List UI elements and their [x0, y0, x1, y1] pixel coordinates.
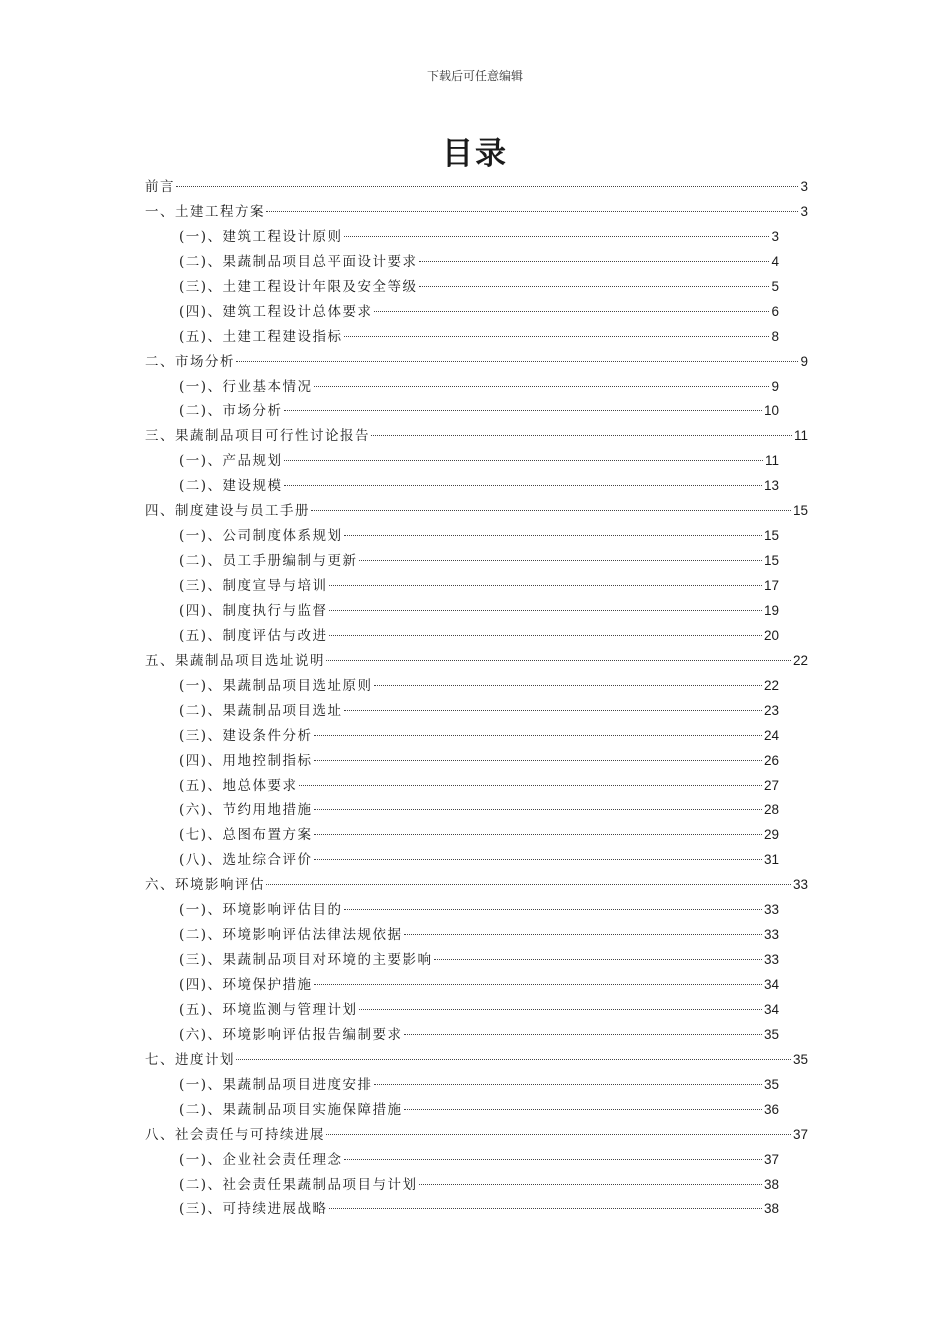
toc-entry-label: 一、土建工程方案	[145, 203, 265, 220]
toc-entry[interactable]	[145, 1173, 779, 1198]
dot-leader	[236, 1059, 791, 1060]
toc-entry-label: (二)、社会责任果蔬制品项目与计划	[179, 1176, 418, 1193]
toc-entry-label: (四)、建筑工程设计总体要求	[179, 303, 373, 320]
toc-entry[interactable]	[145, 1048, 808, 1073]
dot-leader	[284, 460, 763, 461]
dot-leader	[344, 710, 762, 711]
toc-entry[interactable]	[145, 973, 779, 998]
dot-leader	[314, 735, 762, 736]
toc-entry-page: 38	[763, 1176, 779, 1192]
toc-entry[interactable]	[145, 1148, 779, 1173]
toc-entry[interactable]	[145, 200, 808, 225]
toc-title: 目录	[442, 136, 508, 172]
toc-entry[interactable]	[145, 873, 808, 898]
toc-entry-page: 3	[771, 228, 779, 244]
dot-leader	[266, 884, 791, 885]
toc-entry[interactable]	[145, 674, 779, 699]
toc-entry[interactable]	[145, 599, 779, 624]
toc-entry-page: 3	[800, 203, 808, 219]
dot-leader	[329, 1208, 762, 1209]
toc-entry-label: (二)、果蔬制品项目选址	[179, 702, 343, 719]
toc-entry[interactable]	[145, 624, 779, 649]
toc-entry-page: 22	[792, 652, 808, 668]
toc-entry-label: (七)、总图布置方案	[179, 827, 313, 844]
dot-leader	[359, 1009, 762, 1010]
dot-leader	[176, 186, 798, 187]
table-of-contents	[145, 175, 808, 1222]
toc-entry-label: (五)、土建工程建设指标	[179, 328, 343, 345]
toc-entry-page: 15	[763, 528, 779, 544]
toc-entry-label: (一)、产品规划	[179, 453, 283, 470]
dot-leader	[419, 261, 770, 262]
toc-entry-page: 35	[763, 1076, 779, 1092]
dot-leader	[404, 1109, 762, 1110]
toc-entry-label: (六)、节约用地措施	[179, 802, 313, 819]
toc-entry[interactable]	[145, 549, 779, 574]
dot-leader	[326, 660, 791, 661]
dot-leader	[374, 1084, 762, 1085]
toc-entry-page: 5	[771, 278, 779, 294]
toc-entry-page: 38	[763, 1201, 779, 1217]
dot-leader	[284, 485, 762, 486]
dot-leader	[266, 211, 798, 212]
toc-entry-page: 6	[771, 303, 779, 319]
toc-entry[interactable]	[145, 1123, 808, 1148]
dot-leader	[314, 834, 762, 835]
toc-entry-page: 15	[792, 503, 808, 519]
dot-leader	[314, 859, 762, 860]
toc-entry[interactable]	[145, 375, 779, 400]
toc-entry-label: (二)、员工手册编制与更新	[179, 553, 358, 570]
toc-entry[interactable]	[145, 649, 808, 674]
dot-leader	[314, 809, 762, 810]
toc-entry-page: 33	[763, 952, 779, 968]
toc-entry-page: 33	[763, 927, 779, 943]
toc-entry[interactable]	[145, 275, 779, 300]
toc-entry-label: (二)、市场分析	[179, 403, 283, 420]
dot-leader	[371, 435, 792, 436]
toc-entry-label: 八、社会责任与可持续进展	[145, 1126, 325, 1143]
toc-entry-page: 11	[764, 453, 779, 469]
toc-entry-label: (二)、果蔬制品项目实施保障措施	[179, 1101, 403, 1118]
toc-entry-page: 27	[763, 777, 779, 793]
toc-entry-label: (一)、果蔬制品项目选址原则	[179, 677, 373, 694]
toc-entry[interactable]	[145, 823, 779, 848]
toc-entry-label: 二、市场分析	[145, 353, 235, 370]
dot-leader	[434, 959, 762, 960]
toc-entry-page: 22	[763, 677, 779, 693]
toc-entry-label: (三)、建设条件分析	[179, 727, 313, 744]
toc-entry-label: 七、进度计划	[145, 1051, 235, 1068]
toc-entry[interactable]	[145, 474, 779, 499]
toc-entry-label: 前言	[145, 179, 175, 195]
toc-entry-page: 11	[793, 428, 808, 444]
toc-entry[interactable]	[145, 499, 808, 524]
toc-entry-label: 三、果蔬制品项目可行性讨论报告	[145, 428, 370, 445]
dot-leader	[374, 685, 762, 686]
toc-entry-page: 34	[763, 977, 779, 992]
toc-entry-label: 六、环境影响评估	[145, 877, 265, 894]
toc-entry-label: (八)、选址综合评价	[179, 852, 313, 869]
toc-entry[interactable]	[145, 774, 779, 799]
toc-entry-page: 29	[763, 827, 779, 843]
toc-entry[interactable]	[145, 350, 808, 375]
toc-entry[interactable]	[145, 175, 808, 200]
dot-leader	[326, 1134, 791, 1135]
dot-leader	[359, 560, 762, 561]
toc-entry[interactable]	[145, 300, 779, 325]
toc-entry[interactable]	[145, 449, 779, 474]
toc-entry-label: (六)、环境影响评估报告编制要求	[179, 1026, 403, 1043]
toc-entry[interactable]	[145, 798, 779, 823]
toc-entry[interactable]	[145, 724, 779, 749]
toc-entry-page: 36	[763, 1101, 779, 1117]
toc-entry-page: 34	[763, 1001, 779, 1017]
toc-entry-page: 37	[763, 1151, 779, 1167]
toc-entry-label: (二)、建设规模	[179, 478, 283, 495]
toc-entry-page: 15	[763, 553, 779, 569]
toc-entry[interactable]	[145, 1098, 779, 1123]
toc-entry[interactable]	[145, 1197, 779, 1222]
toc-entry-label: (三)、可持续进展战略	[179, 1201, 328, 1218]
toc-entry[interactable]	[145, 848, 779, 873]
dot-leader	[419, 286, 770, 287]
toc-entry-label: (三)、制度宣导与培训	[179, 578, 328, 594]
toc-entry[interactable]	[145, 1023, 779, 1048]
header-note: 下载后可任意编辑	[426, 69, 523, 83]
toc-entry-page: 9	[800, 353, 808, 369]
toc-entry[interactable]	[145, 225, 779, 250]
toc-entry-page: 35	[792, 1051, 808, 1067]
toc-entry-label: (三)、果蔬制品项目对环境的主要影响	[179, 952, 433, 969]
toc-entry-label: 四、制度建设与员工手册	[145, 503, 310, 520]
toc-entry-page: 35	[763, 1026, 779, 1042]
toc-entry-page: 10	[763, 403, 779, 419]
toc-entry-label: (四)、制度执行与监督	[179, 602, 328, 619]
dot-leader	[329, 585, 762, 586]
toc-entry-page: 3	[800, 179, 808, 194]
toc-entry-page: 33	[763, 902, 779, 918]
dot-leader	[329, 635, 762, 636]
toc-entry-label: (四)、环境保护措施	[179, 977, 313, 993]
toc-entry-label: (五)、制度评估与改进	[179, 627, 328, 644]
toc-entry-page: 8	[771, 328, 779, 344]
toc-entry[interactable]	[145, 749, 779, 774]
toc-entry-page: 20	[763, 627, 779, 643]
toc-entry[interactable]	[145, 524, 779, 549]
dot-leader	[374, 311, 770, 312]
dot-leader	[329, 610, 762, 611]
toc-entry-label: (四)、用地控制指标	[179, 752, 313, 769]
dot-leader	[344, 1159, 762, 1160]
toc-entry[interactable]	[145, 250, 779, 275]
toc-entry[interactable]	[145, 574, 779, 599]
toc-entry-label: (一)、环境影响评估目的	[179, 902, 343, 919]
dot-leader	[344, 535, 762, 536]
dot-leader	[299, 785, 762, 786]
toc-entry-label: (一)、行业基本情况	[179, 378, 313, 395]
toc-entry-page: 23	[763, 702, 779, 718]
dot-leader	[284, 410, 762, 411]
toc-entry[interactable]	[145, 948, 779, 973]
toc-entry[interactable]	[145, 325, 779, 350]
toc-entry-page: 24	[763, 727, 779, 743]
toc-entry[interactable]	[145, 1073, 779, 1098]
dot-leader	[314, 984, 762, 985]
toc-entry[interactable]	[145, 923, 779, 948]
toc-entry-label: (五)、地总体要求	[179, 777, 298, 794]
toc-entry-label: (三)、土建工程设计年限及安全等级	[179, 278, 418, 295]
toc-entry-label: (一)、建筑工程设计原则	[179, 228, 343, 245]
dot-leader	[344, 909, 762, 910]
dot-leader	[404, 1034, 762, 1035]
toc-entry-page: 13	[763, 478, 779, 494]
toc-entry[interactable]	[145, 399, 779, 424]
toc-entry-page: 31	[763, 852, 779, 868]
toc-entry-label: (一)、果蔬制品项目进度安排	[179, 1076, 373, 1093]
toc-entry-page: 37	[792, 1126, 808, 1142]
toc-entry-page: 9	[771, 378, 779, 394]
toc-entry-label: (一)、企业社会责任理念	[179, 1151, 343, 1168]
toc-entry-page: 26	[763, 752, 779, 768]
toc-entry-label: (五)、环境监测与管理计划	[179, 1001, 358, 1018]
dot-leader	[314, 760, 762, 761]
toc-entry[interactable]	[145, 424, 808, 449]
toc-entry-label: (一)、公司制度体系规划	[179, 528, 343, 545]
toc-entry[interactable]	[145, 699, 779, 724]
dot-leader	[419, 1184, 762, 1185]
toc-entry-label: 五、果蔬制品项目选址说明	[145, 652, 325, 669]
toc-entry-page: 19	[763, 602, 779, 618]
toc-entry[interactable]	[145, 898, 779, 923]
toc-entry-page: 28	[763, 802, 779, 818]
dot-leader	[314, 386, 770, 387]
dot-leader	[311, 510, 791, 511]
toc-entry-page: 17	[763, 578, 779, 593]
dot-leader	[236, 361, 798, 362]
dot-leader	[344, 236, 770, 237]
toc-entry-page: 4	[771, 253, 779, 269]
toc-entry-label: (二)、环境影响评估法律法规依据	[179, 927, 403, 944]
toc-entry-label: (二)、果蔬制品项目总平面设计要求	[179, 253, 418, 270]
dot-leader	[404, 934, 762, 935]
dot-leader	[344, 336, 770, 337]
toc-entry-page: 33	[792, 877, 808, 893]
toc-entry[interactable]	[145, 998, 779, 1023]
